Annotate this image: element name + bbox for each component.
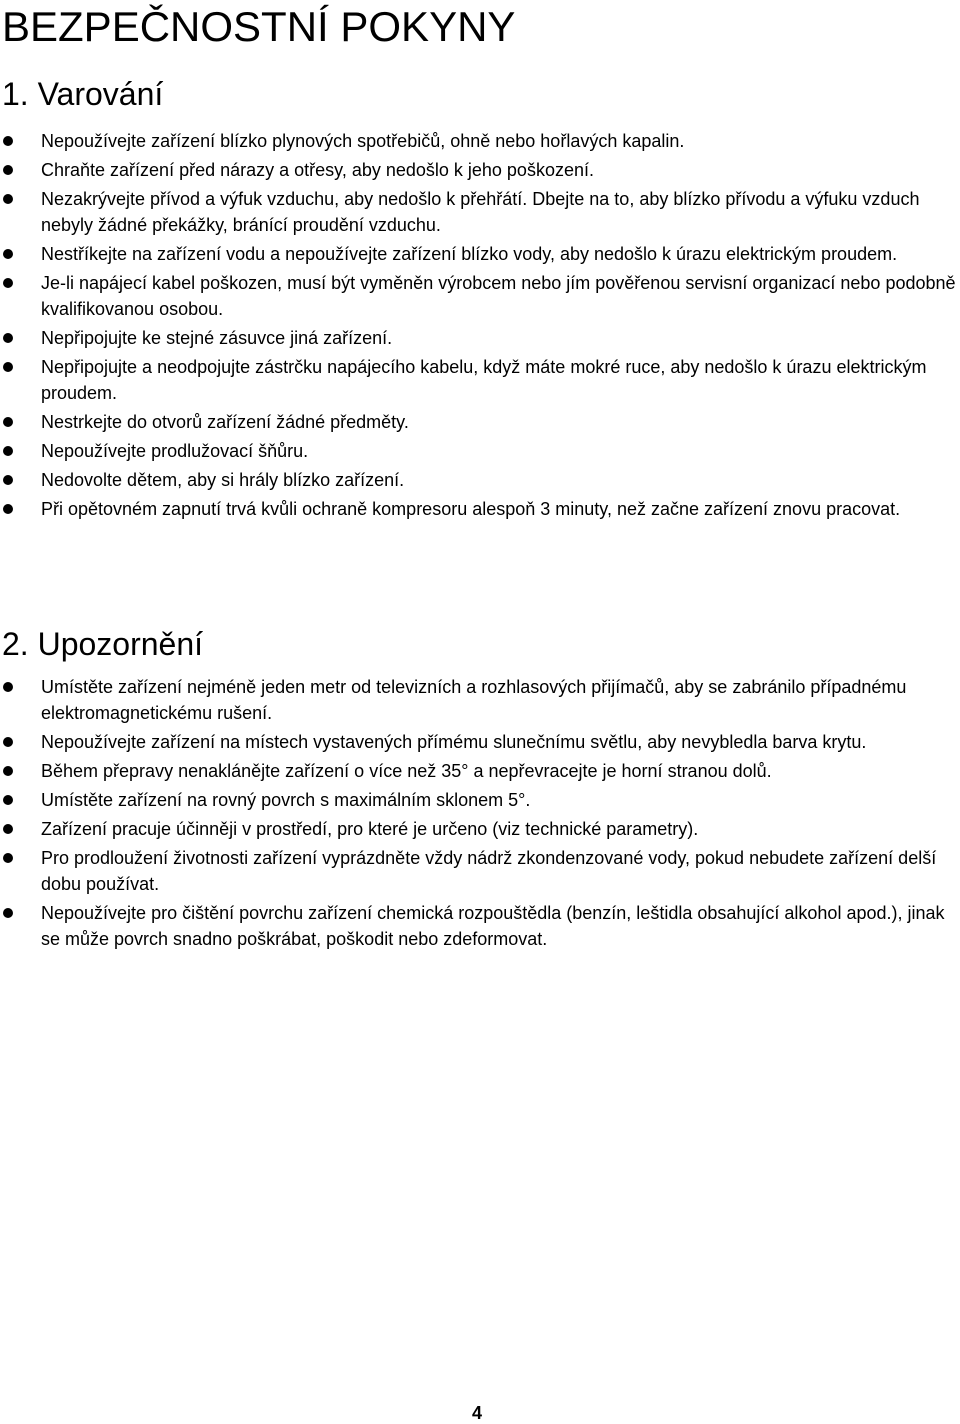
- bullet-icon: [3, 278, 13, 288]
- section-warnings: [0, 76, 960, 525]
- list-item: [0, 186, 960, 238]
- bullet-icon: [3, 737, 13, 747]
- list-item: [0, 729, 960, 755]
- list-item: [0, 270, 960, 322]
- list-item: [0, 900, 960, 952]
- list-item: [0, 845, 960, 897]
- section-cautions: [0, 626, 960, 955]
- list-item: [0, 816, 960, 842]
- bullet-icon: [3, 682, 13, 692]
- list-item-text: Nepřipojujte ke stejné zásuvce jiná zařízení.: [41, 328, 393, 348]
- list-item-text: Během přepravy nenaklánějte zařízení o více než 35° a nepřevracejte je horní stranou dolů.: [41, 761, 772, 781]
- list-item-text: Pro prodloužení životnosti zařízení vyprázdněte vždy nádrž zkondenzované vody, pokud nebudete zařízení delší dobu používat.: [41, 848, 937, 894]
- bullet-icon: [3, 908, 13, 918]
- list-item-text: Chraňte zařízení před nárazy a otřesy, aby nedošlo k jeho poškození.: [41, 160, 594, 180]
- bullet-list: [0, 674, 960, 952]
- section-heading: 2. Upozornění: [2, 626, 204, 662]
- bullet-icon: [3, 795, 13, 805]
- list-item: [0, 758, 960, 784]
- page-number: 4: [472, 1403, 483, 1423]
- list-item-text: Při opětovném zapnutí trvá kvůli ochraně kompresoru alespoň 3 minuty, než začne zařízení znovu pracovat.: [41, 499, 901, 519]
- list-item-text: Nepřipojujte a neodpojujte zástrčku napájecího kabelu, když máte mokré ruce, aby nedošlo k úrazu elektrickým proudem.: [41, 357, 927, 403]
- list-item-text: Nepoužívejte prodlužovací šňůru.: [41, 441, 309, 461]
- list-item-text: Zařízení pracuje účinněji v prostředí, pro které je určeno (viz technické parametry).: [41, 819, 699, 839]
- list-item: [0, 674, 960, 726]
- list-item-text: Nepoužívejte zařízení na místech vystavených přímému slunečnímu světlu, aby nevybledla barva krytu.: [41, 732, 867, 752]
- list-item: [0, 325, 960, 351]
- list-item-text: Je-li napájecí kabel poškozen, musí být vyměněn výrobcem nebo jím pověřenou servisní organizací nebo podobně kvalifikovanou osobou.: [41, 273, 956, 319]
- list-item-text: Nestrkejte do otvorů zařízení žádné předměty.: [41, 412, 409, 432]
- list-item-text: Nepoužívejte zařízení blízko plynových spotřebičů, ohně nebo hořlavých kapalin.: [41, 131, 685, 151]
- list-item: [0, 354, 960, 406]
- bullet-icon: [3, 417, 13, 427]
- bullet-icon: [3, 333, 13, 343]
- bullet-icon: [3, 165, 13, 175]
- bullet-icon: [3, 136, 13, 146]
- list-item-text: Nepoužívejte pro čištění povrchu zařízení chemická rozpouštědla (benzín, leštidla obsahující alkohol apod.), jinak se může povrch snadno poškrábat, poškodit nebo zdeformovat.: [41, 903, 945, 949]
- list-item: [0, 496, 960, 522]
- list-item-text: Umístěte zařízení nejméně jeden metr od televizních a rozhlasových přijímačů, aby se zabránilo případnému elektromagnetickému rušení.: [41, 677, 907, 723]
- bullet-icon: [3, 853, 13, 863]
- list-item-text: Umístěte zařízení na rovný povrch s maximálním sklonem 5°.: [41, 790, 531, 810]
- list-item: [0, 241, 960, 267]
- list-item: [0, 157, 960, 183]
- list-item-text: Nedovolte dětem, aby si hrály blízko zařízení.: [41, 470, 405, 490]
- bullet-icon: [3, 249, 13, 259]
- list-item: [0, 467, 960, 493]
- bullet-icon: [3, 824, 13, 834]
- bullet-list: [0, 128, 960, 522]
- section-heading: 1. Varování: [2, 76, 164, 112]
- page-title: BEZPEČNOSTNÍ POKYNY: [2, 3, 516, 50]
- bullet-icon: [3, 504, 13, 514]
- bullet-icon: [3, 766, 13, 776]
- list-item-text: Nezakrývejte přívod a výfuk vzduchu, aby nedošlo k přehřátí. Dbejte na to, aby blízko přívodu a výfuku vzduch nebyly žádné překážky, bránící proudění vzduchu.: [41, 189, 920, 235]
- bullet-icon: [3, 362, 13, 372]
- list-item: [0, 787, 960, 813]
- list-item: [0, 409, 960, 435]
- bullet-icon: [3, 446, 13, 456]
- bullet-icon: [3, 194, 13, 204]
- bullet-icon: [3, 475, 13, 485]
- list-item: [0, 438, 960, 464]
- list-item: [0, 128, 960, 154]
- list-item-text: Nestříkejte na zařízení vodu a nepoužívejte zařízení blízko vody, aby nedošlo k úrazu elektrickým proudem.: [41, 244, 898, 264]
